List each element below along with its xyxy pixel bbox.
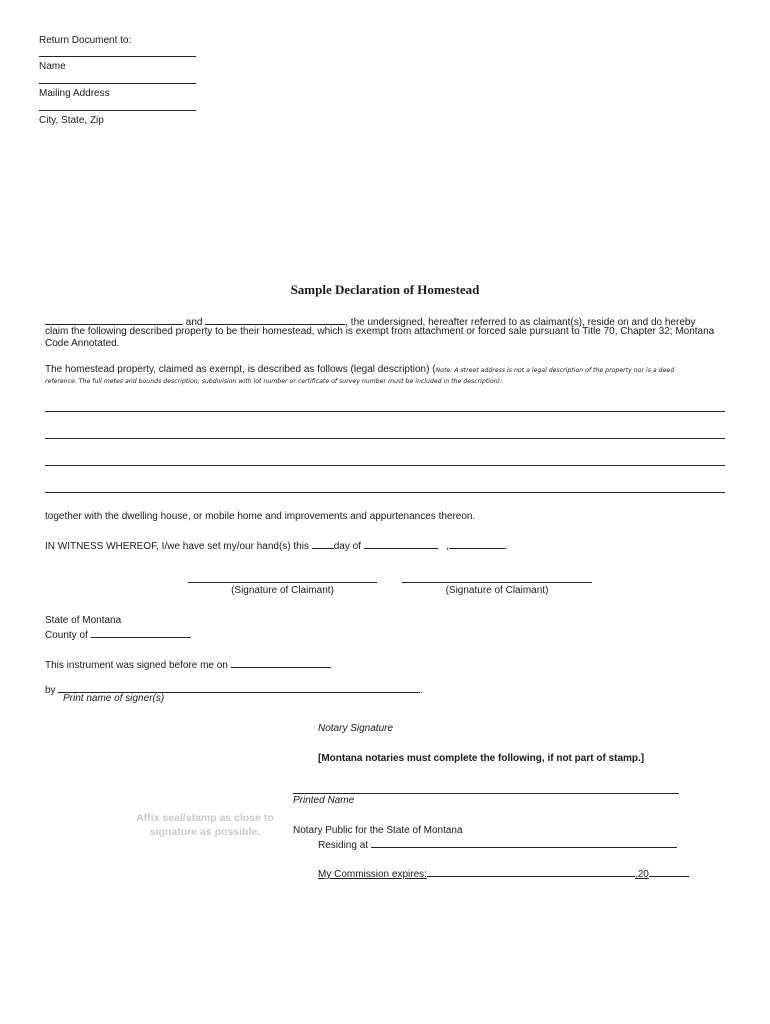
legal-description-intro [45, 364, 674, 377]
county-blank[interactable] [91, 627, 191, 638]
document-title: Sample Declaration of Homestead [290, 282, 480, 297]
print-name-signers-label: Print name of signer(s) [63, 693, 165, 704]
witness-comma: , [446, 541, 449, 552]
notary-signature-label: Notary Signature [318, 723, 394, 734]
legal-description-line-3[interactable] [45, 465, 725, 466]
state-label: State of Montana [45, 615, 122, 626]
intro-line-2: claim the following described property to be their homestead, which is exempt from attachment or forced sale pursuant to Title 70, Chapter 32; Montana [45, 326, 715, 337]
commission-year-prefix: ,20 [634, 869, 649, 880]
legal-description-line-4[interactable] [45, 492, 725, 493]
seal-instruction-line-2: signature as possible. [149, 826, 261, 838]
witness-day-blank[interactable] [312, 538, 334, 549]
claimant-signature-line-1[interactable] [188, 582, 377, 583]
claimant-signature-label-1: (Signature of Claimant) [231, 585, 334, 596]
legal-note-1: Note: A street address is not a legal description of the property nor is a deed [435, 367, 675, 374]
residing-at-blank[interactable] [371, 837, 677, 848]
legal-text: The homestead property, claimed as exempt, is described as follows (legal description) ( [45, 364, 436, 375]
intro-line1-rest: , the undersigned, hereafter referred to as claimant(s), reside on and do hereby [345, 317, 696, 328]
by-period: . [420, 685, 424, 696]
printed-name-label: Printed Name [293, 795, 355, 806]
commission-label: My Commission expires: [318, 869, 427, 880]
claimant-2-blank[interactable] [205, 314, 345, 325]
montana-notaries-instruction: [Montana notaries must complete the following, if not part of stamp.] [318, 753, 645, 764]
printed-name-line[interactable] [293, 793, 679, 794]
legal-note-2: reference. The full metes and bounds description; subdivision with lot number or certificate of survey number must be included in the description): [45, 378, 503, 385]
witness-period: . [504, 541, 508, 552]
seal-stamp-area [125, 811, 285, 839]
witness-month-blank[interactable] [364, 538, 438, 549]
together-text: together with the dwelling house, or mobile home and improvements and appurtenances thereon. [45, 511, 476, 522]
intro-line-3: Code Annotated. [45, 338, 120, 349]
witness-line [45, 538, 508, 553]
residing-at-line [318, 837, 677, 852]
claimant-signature-line-2[interactable] [402, 582, 592, 583]
commission-date-blank[interactable] [427, 866, 635, 877]
witness-year-blank[interactable] [449, 538, 505, 549]
return-address-label: Mailing Address [39, 88, 110, 99]
return-address-line[interactable] [39, 83, 196, 84]
return-document-heading: Return Document to: [39, 35, 132, 46]
county-line [45, 627, 191, 642]
instrument-date-blank[interactable] [231, 657, 331, 668]
residing-at-label: Residing at [318, 840, 369, 851]
witness-day-of: day of [333, 541, 361, 552]
by-label: by [45, 685, 56, 696]
legal-description-line-1[interactable] [45, 411, 725, 412]
return-name-line[interactable] [39, 56, 196, 57]
claimant-1-blank[interactable] [45, 314, 183, 325]
signer-name-blank[interactable] [58, 682, 420, 693]
seal-instruction-line-1: Affix seal/stamp as close to [136, 812, 274, 824]
legal-description-line-2[interactable] [45, 438, 725, 439]
witness-prefix: IN WITNESS WHEREOF, I/we have set my/our hand(s) this [45, 541, 309, 552]
claimant-signature-label-2: (Signature of Claimant) [445, 585, 549, 596]
notary-public-label: Notary Public for the State of Montana [293, 825, 463, 836]
commission-line [318, 866, 689, 881]
return-city-line[interactable] [39, 110, 196, 111]
intro-and: and [185, 317, 203, 328]
instrument-signed-line [45, 657, 331, 672]
commission-year-blank[interactable] [649, 866, 689, 877]
instrument-signed-label: This instrument was signed before me on [45, 660, 228, 671]
county-label: County of [45, 630, 88, 641]
return-city-label: City, State, Zip [39, 115, 104, 126]
return-name-label: Name [39, 61, 66, 72]
